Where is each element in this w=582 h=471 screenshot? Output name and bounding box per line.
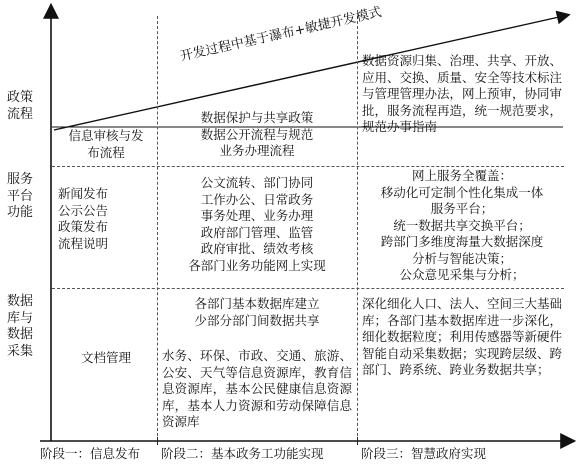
policy-col1: 信息审核与发 布流程 <box>68 128 144 160</box>
row-label-data: 数据库与数据采集 <box>6 294 33 359</box>
stage-label-3: 阶段三：智慧政府实现 <box>361 446 487 461</box>
row-label-service: 服务平台功能 <box>6 172 33 220</box>
service-col1: 新闻发布 公示公告 政策发布 流程说明 <box>58 186 109 251</box>
x-axis-tick-1 <box>157 437 158 445</box>
x-axis-tick-2 <box>357 437 358 445</box>
diagonal-label: 开发过程中基于瀑布+敏捷开发模式 <box>178 4 384 65</box>
service-col3: 网上服务全覆盖： 移动化可定制个性化集成一体 服务平台； 统一数据共享交换平台； 跨部门多维度海量大数据深度 分析与智能决策； 公众意见采集与分析； <box>380 168 544 282</box>
stage-label-1: 阶段一：信息发布 <box>40 446 141 461</box>
stage-divider-1 <box>157 16 158 441</box>
data-col2-top: 各部门基本数据库建立 少部分部门间数据共享 <box>194 296 320 328</box>
row-divider-1 <box>52 166 564 167</box>
data-col1: 文档管理 <box>80 350 131 365</box>
policy-col3: 数据资源归集、治理、共享、开放、应用、交换、质量、安全等技术标注与管理管理办法，网上预审，协同审批，服务流程再造，统一规范要求，规范办事指南 <box>362 53 563 134</box>
stage-label-2: 阶段二：基本政务工功能实现 <box>161 446 324 461</box>
service-col2: 公文流转、部门协同 工作办公、日常政务 事务处理、业务办理 政府部门管理、监管 政府审批、绩效考核 各部门业务功能网上实现 <box>188 175 326 273</box>
row-divider-2 <box>52 288 564 289</box>
stage-divider-2 <box>357 16 358 441</box>
row-label-policy: 政策流程 <box>6 90 33 122</box>
data-col3: 深化细化人口、法人、空间三大基础库；各部门基本数据库进一步深化，细化数据粒度；利用传感器等新硬件智能自动采集数据；实现跨层级、跨部门、跨系统、跨业务数据共享； <box>362 296 563 377</box>
policy-col2: 数据保护与共享政策 数据公开流程与规范 业务办理流程 <box>200 110 314 158</box>
data-col2-bottom: 水务、环保、市政、交通、旅游、公安、天气等信息资源库，教育信息资源库，基本公民健康信息资源库，基本人力资源和劳动保障信息资源库 <box>162 348 352 429</box>
